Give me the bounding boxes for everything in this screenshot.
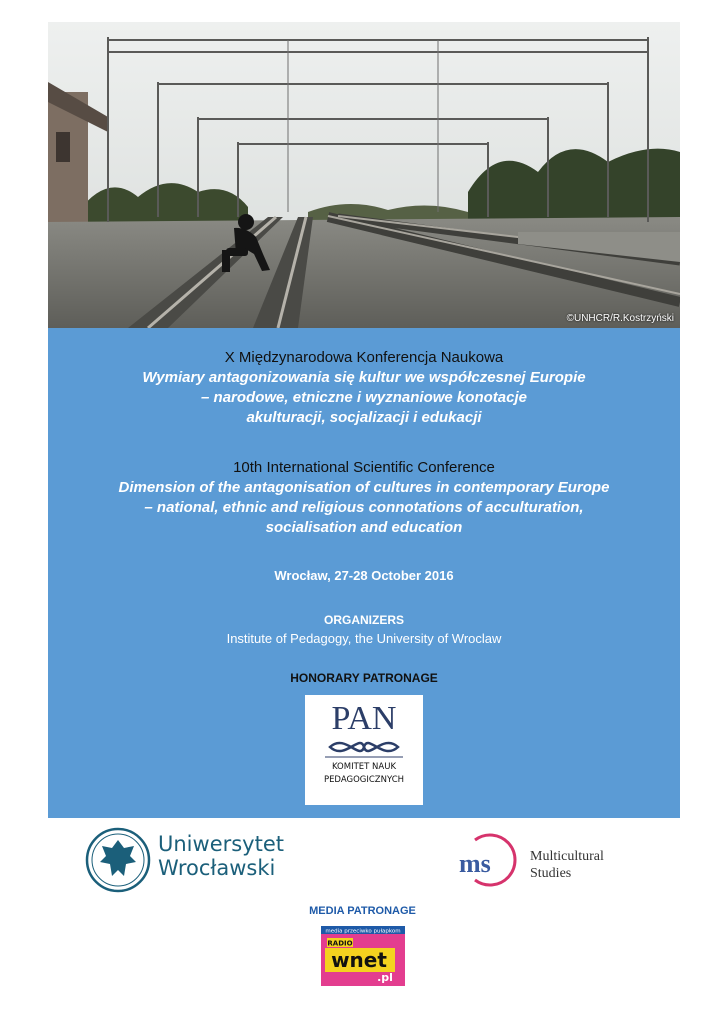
pan-logo [305,695,423,805]
english-block [48,458,680,538]
organizers-heading: ORGANIZERS [323,613,404,627]
wnet-brand: wnet [331,948,387,972]
pan-logo-line1: KOMITET NAUK [331,762,397,772]
english-title: 10th International Scientific Conference [233,459,495,476]
multicultural-studies-logo [455,830,645,890]
photo-credit: ©UNHCR/R.Kostrzyński [566,313,674,324]
university-logo [84,826,284,896]
honorary-heading: HONORARY PATRONAGE [290,671,438,685]
wnet-banner: media przeciwko pułapkom [325,928,401,935]
conference-date: Wrocław, 27-28 October 2016 [274,568,454,583]
ms-mark: ms [459,849,491,878]
university-eagle-icon [84,826,152,896]
polish-title: X Międzynarodowa Konferencja Naukowa [224,349,504,366]
multicultural-line2: Studies [530,866,572,881]
media-patronage-heading: MEDIA PATRONAGE [309,905,416,917]
university-line2: Wrocławski [158,856,276,880]
wnet-suffix: .pl [377,971,393,984]
polish-subtitle-line1: Wymiary antagonizowania się kultur we współczesnej Europie [142,369,586,386]
pan-logo-main: PAN [331,700,397,737]
header-photo [48,22,680,328]
pan-logo-line2: PEDAGOGICZNYCH [323,775,405,785]
polish-subtitle-line3: akulturacji, socjalizacji i edukacji [246,409,482,426]
organizers-text: Institute of Pedagogy, the University of Wroclaw [226,631,502,646]
polish-subtitle-line2: – narodowe, etniczne i wyznaniowe konotacje [201,389,527,406]
radio-wnet-logo [321,926,405,986]
multicultural-text [530,848,604,882]
polish-block [48,348,680,428]
university-line1: Uniwersytet [158,832,284,856]
university-name [158,832,284,880]
conference-panel [48,328,680,818]
english-subtitle-line1: Dimension of the antagonisation of cultures in contemporary Europe [118,479,610,496]
english-subtitle-line3: socialisation and education [265,519,463,536]
multicultural-line1: Multicultural [530,849,604,864]
english-subtitle-line2: – national, ethnic and religious connotations of acculturation, [144,499,584,516]
wnet-radio-label: RADIO [327,939,353,948]
ms-logo-icon [455,830,527,890]
